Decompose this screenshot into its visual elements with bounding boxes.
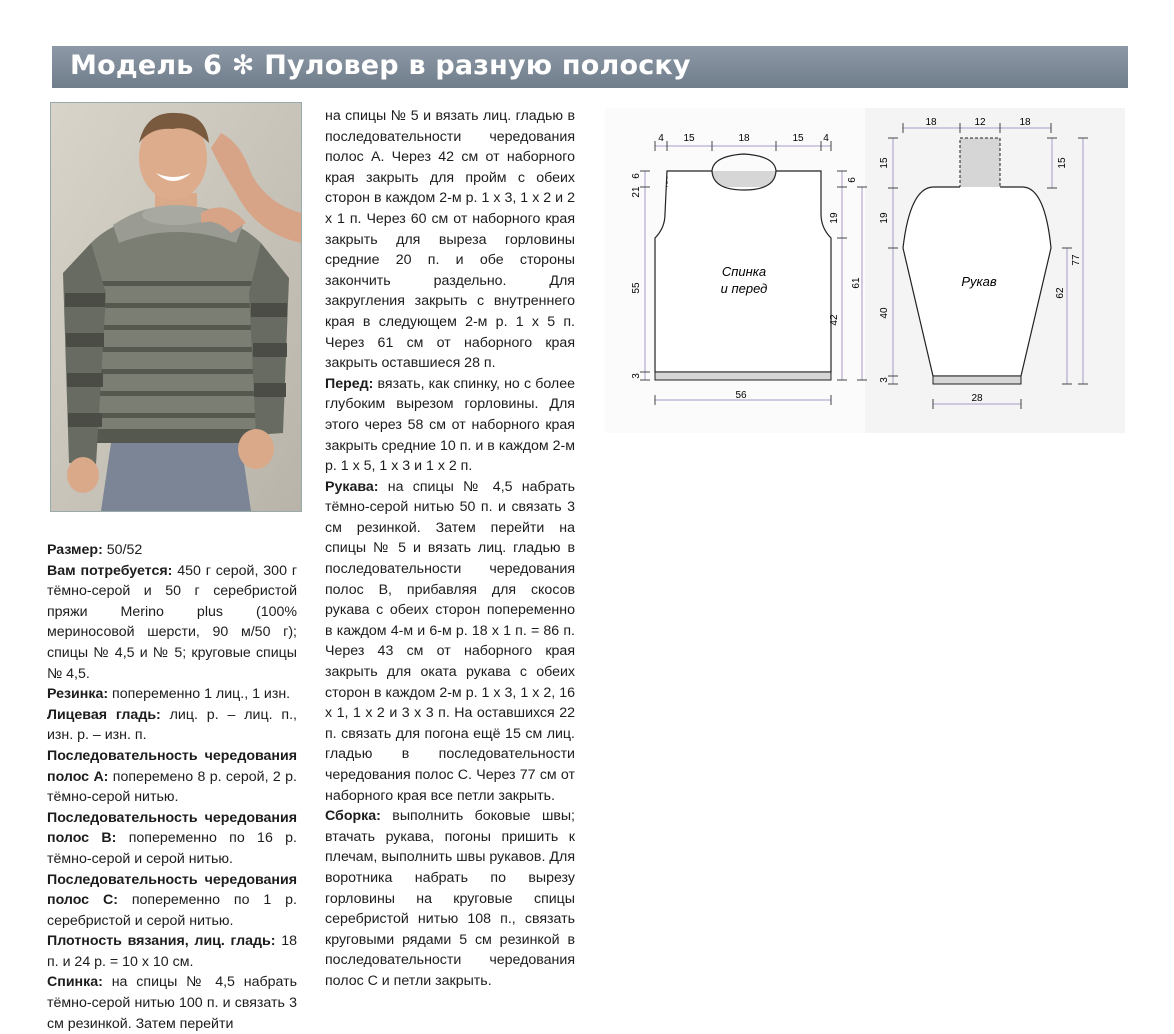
sleeve-bottom-dim: 28 [971, 393, 983, 404]
sleeve-saddle [960, 138, 1000, 188]
assembly-paragraph [325, 806, 575, 991]
sleeve-left-dim-4: 3 [879, 377, 890, 383]
body-left-dim-2: 6 [631, 173, 642, 179]
body-left-dim-1: 21 [631, 186, 642, 198]
body-rib-band [655, 372, 831, 380]
back-text: на спицы № 4,5 набрать тёмно-серой нитью 100 п. и связать 3 см резинкой. Затем перейти [47, 974, 297, 1032]
pattern-schematic [605, 108, 1125, 438]
materials-text: 450 г серой, 300 г тёмно-серой и 50 г серебристой пряжи Merino plus (100% мериносовой шерсти, 90 м/50 г); спицы № 4,5 и № 5; круговые спицы № 4,5. [47, 562, 297, 682]
sleeve-label: Рукав [961, 274, 997, 289]
body-right-dim-1: 6 [847, 177, 858, 183]
body-label-1: Спинка [721, 264, 767, 279]
body-left-dim-3: 55 [631, 282, 642, 294]
body-top-dim-4: 15 [792, 133, 804, 144]
sequence-b-text: попеременно по 16 р. тёмно-серой и серой нитью. [47, 830, 297, 867]
sequence-a-label: Последовательность чередования полос А: [47, 747, 297, 785]
body-top-dim-2: 15 [683, 133, 695, 144]
back-paragraph [47, 972, 297, 1034]
sleeves-text: на спицы № 4,5 набрать тёмно-серой нитью 50 п. и связать 3 см резинкой. Затем перейти на спицы № 5 и вязать лиц. гладью в последовательности чередования полос В, прибавляя для скосов рукава с обеих сторон попеременно в каждом 4-м и 6-м р. 18 х 1 п. = 86 п. Через 43 см от наборного края закрыть для оката рукава с обеих сторон в каждом 2-м р. 1 х 3, 1 х 2, 16 х 1, 1 х 2 и 3 х 3 п. На оставшихся 22 п. связать для погона ещё 15 см лиц. гладью в последовательности чередования полос С. Через 77 см от наборного края все петли закрыть. [325, 478, 575, 804]
front-paragraph [325, 374, 575, 477]
materials-paragraph [47, 561, 297, 685]
assembly-label: Сборка: [325, 808, 381, 825]
sleeve-left-dim-2: 19 [879, 212, 890, 224]
sleeve-top-dim-1: 18 [925, 117, 937, 128]
sleeve-right-dim-3: 62 [1055, 287, 1066, 299]
body-right-dim-4: 42 [829, 314, 840, 326]
stockinette-paragraph [47, 705, 297, 746]
sequence-a-text: поперемено 8 р. серой, 2 р. тёмно-серой нитью. [47, 768, 297, 806]
materials-label: Вам потребуется: [47, 562, 173, 579]
instructions-column-2 [325, 106, 575, 992]
body-right-dim-3: 61 [851, 277, 862, 289]
front-text: вязать, как спинку, но с более глубоким вырезом горловины. Для этого через 58 см от наборного края закрыть средние 10 п. и в каждом 2-м р. 1 х 5, 1 х 3 и 1 х 2 п. [325, 375, 575, 475]
front-label: Перед: [325, 375, 374, 392]
sleeves-label: Рукава: [325, 478, 379, 495]
body-left-dim-4: 3 [631, 373, 642, 379]
rib-label: Резинка: [47, 686, 109, 703]
body-right-dim-2: 19 [829, 212, 840, 224]
sleeve-top-dim-2: 12 [974, 117, 986, 128]
size-label: Размер: [47, 542, 103, 558]
assembly-text: выполнить боковые швы; втачать рукава, погоны пришить к плечам, выполнить швы рукавов. Для воротника набрать по вырезу горловины на круговые спицы серебристой нитью 108 п., связать круговыми рядами 5 см резинкой в последовательности чередования полос С и петли закрыть. [325, 808, 575, 989]
body-top-dim-3: 18 [738, 133, 750, 144]
sleeve-left-dim-1: 15 [879, 157, 890, 169]
sequence-c-paragraph [47, 870, 297, 932]
sleeve-cuff-band [933, 376, 1021, 384]
gauge-text: 18 п. и 24 р. = 10 х 10 см. [47, 933, 297, 970]
gauge-paragraph [47, 931, 297, 972]
sequence-b-label: Последовательность чередования полос В: [47, 809, 297, 847]
back-label: Спинка: [47, 974, 103, 991]
size-value: 50/52 [106, 542, 143, 558]
sequence-b-paragraph [47, 808, 297, 870]
sequence-c-label: Последовательность чередования полос С: [47, 871, 297, 909]
sequence-c-text: попеременно по 1 р. серебристой и серой нитью. [47, 892, 297, 929]
model-photo [50, 102, 302, 512]
sleeve-right-dim-2: 77 [1071, 254, 1082, 266]
page-title: Модель 6 ✻ Пуловер в разную полоску [70, 50, 691, 81]
sweater-photo-illustration [51, 103, 301, 511]
rib-text: попеременно 1 лиц., 1 изн. [112, 686, 291, 703]
sleeve-left-dim-3: 40 [879, 307, 890, 319]
instructions-column-1 [47, 540, 297, 1034]
body-label-2: и перед [720, 281, 768, 296]
size-paragraph [47, 540, 297, 561]
sleeve-top-dim-3: 18 [1019, 117, 1031, 128]
sleeve-right-dim-1: 15 [1057, 157, 1068, 169]
stockinette-text: лиц. р. – лиц. п., изн. р. – изн. п. [47, 706, 297, 744]
sleeves-paragraph [325, 477, 575, 807]
body-bottom-dim: 56 [735, 390, 747, 401]
stockinette-label: Лицевая гладь: [47, 706, 161, 723]
rib-paragraph [47, 684, 297, 705]
title-banner [52, 46, 1128, 88]
body-top-dim-5: 4 [823, 133, 829, 144]
back-continued-paragraph: на спицы № 5 и вязать лиц. гладью в последовательности чередования полос А. Через 42 см от наборного края закрыть для пройм с обеих сторон в каждом 2-м р. 1 х 3, 1 х 2 и 2 х 1 п. Через 60 см от наборного края закрыть для выреза горловины средние 20 п. и обе стороны закончить раздельно. Для закругления закрыть с внутреннего края в следующем 2-м р. 1 х 5 п. Через 61 см от наборного края закрыть оставшиеся 28 п. [325, 108, 575, 372]
sequence-a-paragraph [47, 746, 297, 808]
body-top-dim-1: 4 [658, 133, 664, 144]
gauge-label: Плотность вязания, лиц. гладь: [47, 933, 276, 950]
